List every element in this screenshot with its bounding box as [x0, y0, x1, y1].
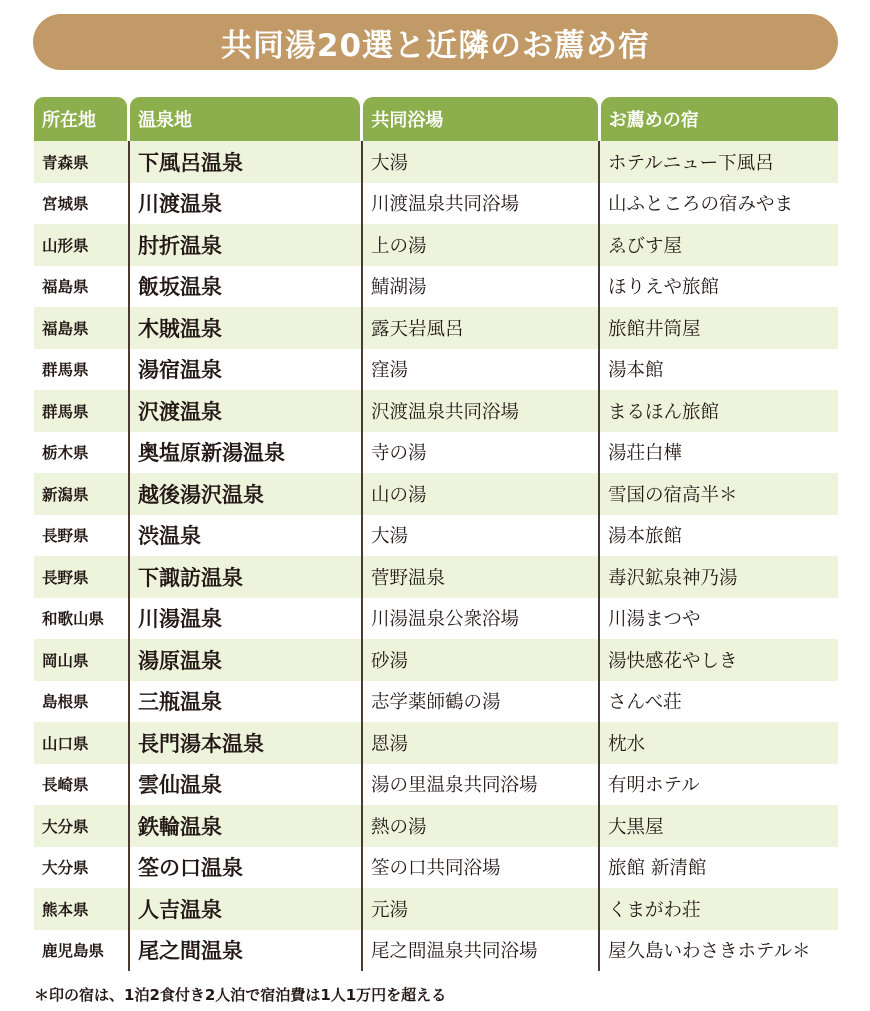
- inn-cell: 雪国の宿高半＊: [598, 473, 838, 515]
- prefecture-cell: 宮城県: [34, 183, 128, 225]
- onsen-cell: 越後湯沢温泉: [128, 473, 361, 515]
- inn-cell: 枕水: [598, 722, 838, 764]
- prefecture-cell: 山口県: [34, 722, 128, 764]
- public-bath-cell: 砂湯: [361, 639, 598, 681]
- header-recommended-inn: お薦めの宿: [601, 97, 838, 141]
- inn-cell: 川湯まつや: [598, 598, 838, 640]
- table-row: [34, 390, 838, 432]
- prefecture-cell: 岡山県: [34, 639, 128, 681]
- table-row: [34, 515, 838, 557]
- inn-cell: 屋久島いわさきホテル＊: [598, 930, 838, 972]
- prefecture-cell: 長崎県: [34, 764, 128, 806]
- public-bath-cell: 窪湯: [361, 349, 598, 391]
- onsen-cell: 沢渡温泉: [128, 390, 361, 432]
- prefecture-cell: 島根県: [34, 681, 128, 723]
- public-bath-cell: 恩湯: [361, 722, 598, 764]
- inn-cell: 山ふところの宿みやま: [598, 183, 838, 225]
- prefecture-cell: 山形県: [34, 224, 128, 266]
- prefecture-cell: 福島県: [34, 307, 128, 349]
- public-bath-cell: 元湯: [361, 888, 598, 930]
- onsen-cell: 下風呂温泉: [128, 141, 361, 183]
- table-row: [34, 930, 838, 972]
- table-row: [34, 473, 838, 515]
- header-prefecture: 所在地: [34, 97, 127, 141]
- prefecture-cell: 大分県: [34, 847, 128, 889]
- table-row: [34, 639, 838, 681]
- onsen-cell: 川渡温泉: [128, 183, 361, 225]
- public-bath-cell: 寺の湯: [361, 432, 598, 474]
- onsen-cell: 下諏訪温泉: [128, 556, 361, 598]
- inn-cell: ホテルニュー下風呂: [598, 141, 838, 183]
- prefecture-cell: 長野県: [34, 556, 128, 598]
- table-row: [34, 722, 838, 764]
- inn-cell: 旅館 新清館: [598, 847, 838, 889]
- inn-cell: 湯快感花やしき: [598, 639, 838, 681]
- prefecture-cell: 栃木県: [34, 432, 128, 474]
- table-row: [34, 141, 838, 183]
- header-onsen: 温泉地: [130, 97, 360, 141]
- prefecture-cell: 鹿児島県: [34, 930, 128, 972]
- inn-cell: 大黒屋: [598, 805, 838, 847]
- public-bath-cell: 志学薬師鶴の湯: [361, 681, 598, 723]
- table-row: [34, 598, 838, 640]
- inn-cell: 湯荘白樺: [598, 432, 838, 474]
- public-bath-cell: 大湯: [361, 141, 598, 183]
- inn-cell: 湯本旅館: [598, 515, 838, 557]
- table-row: [34, 307, 838, 349]
- onsen-cell: 奥塩原新湯温泉: [128, 432, 361, 474]
- public-bath-cell: 菅野温泉: [361, 556, 598, 598]
- prefecture-cell: 和歌山県: [34, 598, 128, 640]
- public-bath-cell: 熱の湯: [361, 805, 598, 847]
- inn-cell: 湯本館: [598, 349, 838, 391]
- onsen-cell: 尾之間温泉: [128, 930, 361, 972]
- public-bath-cell: 筌の口共同浴場: [361, 847, 598, 889]
- onsen-cell: 湯宿温泉: [128, 349, 361, 391]
- onsen-cell: 筌の口温泉: [128, 847, 361, 889]
- prefecture-cell: 新潟県: [34, 473, 128, 515]
- prefecture-cell: 長野県: [34, 515, 128, 557]
- prefecture-cell: 福島県: [34, 266, 128, 308]
- page-title: 共同湯20選と近隣のお薦め宿: [33, 14, 838, 70]
- table-body: [34, 141, 838, 971]
- prefecture-cell: 青森県: [34, 141, 128, 183]
- public-bath-cell: 沢渡温泉共同浴場: [361, 390, 598, 432]
- public-bath-cell: 露天岩風呂: [361, 307, 598, 349]
- table-header: [34, 97, 838, 141]
- onsen-cell: 木賊温泉: [128, 307, 361, 349]
- public-bath-cell: 大湯: [361, 515, 598, 557]
- onsen-cell: 湯原温泉: [128, 639, 361, 681]
- prefecture-cell: 大分県: [34, 805, 128, 847]
- footnote: ＊印の宿は、1泊2食付き2人泊で宿泊費は1人1万円を超える: [34, 986, 447, 1004]
- inn-cell: ゑびす屋: [598, 224, 838, 266]
- onsen-cell: 雲仙温泉: [128, 764, 361, 806]
- prefecture-cell: 群馬県: [34, 349, 128, 391]
- onsen-cell: 川湯温泉: [128, 598, 361, 640]
- onsen-cell: 鉄輪温泉: [128, 805, 361, 847]
- onsen-cell: 飯坂温泉: [128, 266, 361, 308]
- public-bath-cell: 湯の里温泉共同浴場: [361, 764, 598, 806]
- onsen-table: [34, 97, 838, 971]
- table-row: [34, 432, 838, 474]
- onsen-cell: 三瓶温泉: [128, 681, 361, 723]
- onsen-cell: 人吉温泉: [128, 888, 361, 930]
- table-row: [34, 681, 838, 723]
- public-bath-cell: 鯖湖湯: [361, 266, 598, 308]
- inn-cell: 旅館井筒屋: [598, 307, 838, 349]
- table-row: [34, 224, 838, 266]
- prefecture-cell: 群馬県: [34, 390, 128, 432]
- public-bath-cell: 川湯温泉公衆浴場: [361, 598, 598, 640]
- public-bath-cell: 山の湯: [361, 473, 598, 515]
- table-row: [34, 805, 838, 847]
- inn-cell: くまがわ荘: [598, 888, 838, 930]
- onsen-cell: 渋温泉: [128, 515, 361, 557]
- header-public-bath: 共同浴場: [363, 97, 597, 141]
- table-row: [34, 556, 838, 598]
- public-bath-cell: 尾之間温泉共同浴場: [361, 930, 598, 972]
- table-row: [34, 349, 838, 391]
- onsen-cell: 肘折温泉: [128, 224, 361, 266]
- inn-cell: ほりえや旅館: [598, 266, 838, 308]
- table-row: [34, 183, 838, 225]
- public-bath-cell: 川渡温泉共同浴場: [361, 183, 598, 225]
- inn-cell: まるほん旅館: [598, 390, 838, 432]
- prefecture-cell: 熊本県: [34, 888, 128, 930]
- table-row: [34, 764, 838, 806]
- inn-cell: 毒沢鉱泉神乃湯: [598, 556, 838, 598]
- inn-cell: さんべ荘: [598, 681, 838, 723]
- onsen-cell: 長門湯本温泉: [128, 722, 361, 764]
- table-row: [34, 888, 838, 930]
- table-row: [34, 847, 838, 889]
- table-row: [34, 266, 838, 308]
- inn-cell: 有明ホテル: [598, 764, 838, 806]
- public-bath-cell: 上の湯: [361, 224, 598, 266]
